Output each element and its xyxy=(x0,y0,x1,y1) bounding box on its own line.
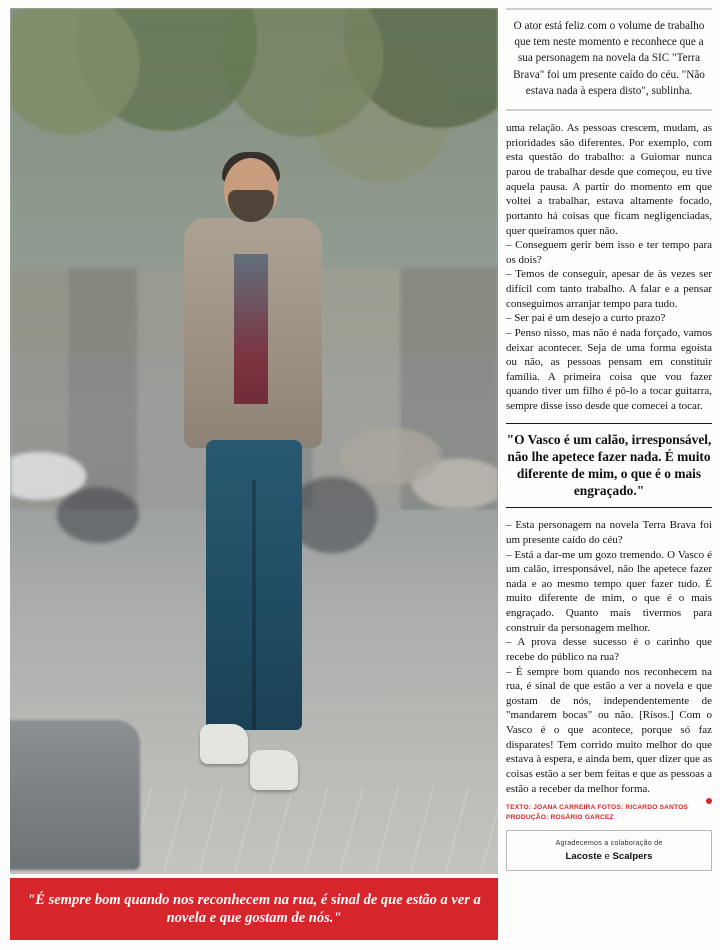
brand-separator: e xyxy=(604,851,610,863)
brand-scalpers: Scalpers xyxy=(612,851,653,863)
credits-line-text: TEXTO: JOANA CARREIRA FOTOS: RICARDO SANTOS xyxy=(506,804,689,812)
question-paragraph: – A prova desse sucesso é o carinho que recebe do público na rua? xyxy=(506,636,712,663)
question-paragraph: – Conseguem gerir bem isso e ter tempo para os dois? xyxy=(506,239,712,266)
photo-foreground-bollard xyxy=(10,720,140,870)
article-column xyxy=(506,8,712,942)
question-paragraph: – Ser pai é um desejo a curto prazo? xyxy=(506,312,666,325)
brand-lacoste: Lacoste xyxy=(565,851,602,863)
paragraph: uma relação. As pessoas crescem, mudam, as prioridades são diferentes. Por exemplo, com esta questão do trabalho: a Guiomar nunca parou de trabalhar desde que começou, eu tive aquela pausa. A partir do momento em que voltei a trabalhar, estava altamente focado, portanto há coisas que ficam negligenciadas, quer queiramos quer não. xyxy=(506,122,712,237)
subject-jeans xyxy=(206,440,302,730)
question-paragraph: – Esta personagem na novela Terra Brava foi um presente caído do céu? xyxy=(506,519,712,546)
article-body-top xyxy=(506,121,712,414)
acknowledgement-box xyxy=(506,830,712,871)
credits xyxy=(506,803,712,822)
acknowledgement-brands xyxy=(511,851,707,862)
standfirst: O ator está feliz com o volume de trabalho que tem neste momento e reconhece que a sua personagem na novela da SIC "Terra Brava" foi um presente caído do céu. "Não estava nada à espera disto", sublinha. xyxy=(506,8,712,111)
paragraph: – Temos de conseguir, apesar de às vezes ser difícil com tanto trabalho. A falar e a pensar conseguimos arranjar tempo para tudo. xyxy=(506,268,712,310)
paragraph: – É sempre bom quando nos reconhecem na rua, é sinal de que estão a ver a novela e que gostam de nós, independentemente de "mandarem bocas" ou não. [Risos.] Com o Vasco é o que acontece, porque só faz disparates! Tem corrido muito melhor do que estava à espera, e ainda bem, quer dizer que as coisas estão a ser bem feitas e que as pessoas a estão a receber da melhor forma. xyxy=(506,665,712,795)
subject-shoe-right xyxy=(250,750,298,790)
article-body-bottom xyxy=(506,518,712,796)
subject-shoe-left xyxy=(200,724,248,764)
paragraph: – Penso nisso, mas não é nada forçado, vamos deixar acontecer. Seja de uma forma egoísta ou não, as pessoas pensam em constituir família. A primeira coisa que vou fazer quando tiver um filho é pô-lo a tocar guitarra, sempre disse isso desde que comecei a tocar. xyxy=(506,326,712,413)
credits-line-production: PRODUÇÃO: ROSÁRIO GARCEZ xyxy=(506,813,614,821)
paragraph: – Está a dar-me um gozo tremendo. O Vasco é um calão, irresponsável, não lhe apetece fazer nada e ao mesmo tempo quer fazer tudo. É muito diferente de mim, o que é o mais engraçado. Quanto mais tivermos para construir da personagem melhor. xyxy=(506,548,712,634)
bottom-pullquote-text: "É sempre bom quando nos reconhecem na rua, é sinal de que estão a ver a novela e que gostam de nós." xyxy=(27,891,481,926)
photo-subject-man xyxy=(178,158,328,868)
main-photograph xyxy=(10,8,498,874)
acknowledgement-label: Agradecemos a colaboração de xyxy=(555,838,663,848)
bottom-pullquote xyxy=(10,878,498,940)
subject-inner-shirt xyxy=(234,254,268,404)
inset-pullquote: "O Vasco é um calão, irresponsável, não lhe apetece fazer nada. É muito diferente de mim, o que é o mais engraçado." xyxy=(506,423,712,509)
